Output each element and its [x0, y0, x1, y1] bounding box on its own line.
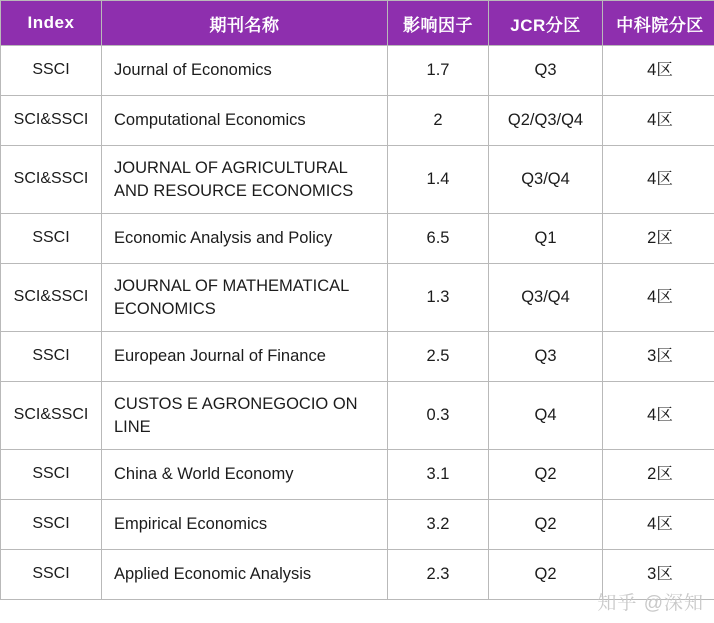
cell-journal-name-text: Applied Economic Analysis [114, 565, 312, 584]
cell-impact-factor [388, 332, 489, 382]
cell-journal-name-text: Journal of Economics [114, 61, 272, 80]
cell-impact-factor [388, 264, 489, 332]
column-header-jcr-quartile: JCR分区 [489, 1, 603, 46]
cell-jcr-quartile-text: Q2 [534, 464, 557, 483]
cell-cas-tier-text: 4区 [647, 110, 673, 129]
cell-impact-factor-text: 2.3 [426, 564, 450, 583]
cell-journal-name [102, 332, 388, 382]
cell-impact-factor-text: 1.4 [426, 169, 450, 188]
cell-cas-tier [603, 382, 714, 450]
cell-journal-name-text: JOURNAL OF AGRICULTURAL AND RESOURCE ECONOMICS [114, 159, 354, 200]
cell-index-text: SCI&SSCI [13, 288, 89, 306]
table-row [1, 332, 714, 382]
cell-index-text: SSCI [32, 61, 70, 79]
cell-cas-tier-text: 3区 [647, 346, 673, 365]
cell-jcr-quartile-text: Q1 [534, 228, 557, 247]
cell-journal-name [102, 96, 388, 146]
table-row [1, 550, 714, 600]
cell-jcr-quartile [489, 500, 603, 550]
table-header-row [1, 1, 714, 46]
cell-index-text: SSCI [32, 229, 70, 247]
cell-cas-tier-text: 4区 [647, 169, 673, 188]
cell-impact-factor-text: 3.2 [426, 514, 450, 533]
cell-index [1, 214, 102, 264]
cell-cas-tier-text: 2区 [647, 228, 673, 247]
cell-journal-name-text: CUSTOS E AGRONEGOCIO ON LINE [114, 395, 358, 436]
cell-jcr-quartile [489, 550, 603, 600]
cell-index [1, 146, 102, 214]
cell-jcr-quartile-text: Q3/Q4 [521, 169, 570, 188]
cell-cas-tier [603, 264, 714, 332]
cell-index [1, 264, 102, 332]
cell-cas-tier [603, 550, 714, 600]
cell-index-text: SSCI [32, 465, 70, 483]
cell-cas-tier-text: 4区 [647, 405, 673, 424]
cell-impact-factor-text: 0.3 [426, 405, 450, 424]
table-body [1, 46, 714, 600]
cell-index [1, 450, 102, 500]
cell-cas-tier-text: 4区 [647, 514, 673, 533]
cell-journal-name-text: European Journal of Finance [114, 347, 326, 366]
cell-cas-tier [603, 500, 714, 550]
cell-cas-tier [603, 46, 714, 96]
cell-impact-factor [388, 146, 489, 214]
cell-index-text: SSCI [32, 347, 70, 365]
cell-jcr-quartile-text: Q4 [534, 405, 557, 424]
cell-cas-tier [603, 450, 714, 500]
cell-journal-name [102, 382, 388, 450]
cell-jcr-quartile [489, 214, 603, 264]
cell-journal-name-text: Computational Economics [114, 111, 306, 130]
cell-impact-factor-text: 2 [433, 110, 443, 129]
cell-jcr-quartile [489, 46, 603, 96]
cell-index-text: SSCI [32, 565, 70, 583]
cell-journal-name [102, 450, 388, 500]
cell-impact-factor [388, 46, 489, 96]
cell-impact-factor-text: 2.5 [426, 346, 450, 365]
cell-journal-name [102, 264, 388, 332]
cell-jcr-quartile-text: Q3 [534, 60, 557, 79]
table-header [1, 1, 714, 46]
cell-cas-tier [603, 214, 714, 264]
cell-index [1, 550, 102, 600]
cell-cas-tier-text: 4区 [647, 287, 673, 306]
cell-index [1, 96, 102, 146]
cell-jcr-quartile-text: Q3 [534, 346, 557, 365]
cell-impact-factor-text: 6.5 [426, 228, 450, 247]
table-row [1, 96, 714, 146]
cell-journal-name-text: Empirical Economics [114, 515, 268, 534]
cell-index-text: SSCI [32, 515, 70, 533]
column-header-impact-factor: 影响因子 [388, 1, 489, 46]
table-row [1, 214, 714, 264]
cell-jcr-quartile-text: Q3/Q4 [521, 287, 570, 306]
table-row [1, 264, 714, 332]
cell-impact-factor-text: 3.1 [426, 464, 450, 483]
cell-cas-tier-text: 2区 [647, 464, 673, 483]
table-row [1, 382, 714, 450]
cell-jcr-quartile-text: Q2 [534, 514, 557, 533]
cell-jcr-quartile [489, 146, 603, 214]
cell-cas-tier [603, 332, 714, 382]
cell-cas-tier [603, 96, 714, 146]
cell-impact-factor [388, 550, 489, 600]
cell-index [1, 382, 102, 450]
cell-journal-name [102, 550, 388, 600]
cell-impact-factor [388, 382, 489, 450]
table-row [1, 500, 714, 550]
cell-index [1, 332, 102, 382]
cell-impact-factor-text: 1.7 [426, 60, 450, 79]
cell-index [1, 500, 102, 550]
cell-journal-name-text: China & World Economy [114, 465, 294, 484]
table-row [1, 146, 714, 214]
cell-index-text: SCI&SSCI [13, 406, 89, 424]
cell-cas-tier [603, 146, 714, 214]
cell-journal-name-text: Economic Analysis and Policy [114, 229, 333, 248]
cell-jcr-quartile [489, 382, 603, 450]
cell-jcr-quartile-text: Q2/Q3/Q4 [507, 110, 584, 129]
cell-impact-factor [388, 500, 489, 550]
cell-cas-tier-text: 4区 [647, 60, 673, 79]
cell-index-text: SCI&SSCI [13, 170, 89, 188]
cell-index-text: SCI&SSCI [13, 111, 89, 129]
cell-index [1, 46, 102, 96]
watermark: 知乎 @深知 [597, 593, 704, 614]
table-row [1, 46, 714, 96]
cell-impact-factor [388, 450, 489, 500]
cell-journal-name [102, 146, 388, 214]
cell-journal-name [102, 500, 388, 550]
cell-cas-tier-text: 3区 [647, 564, 673, 583]
cell-jcr-quartile [489, 450, 603, 500]
cell-jcr-quartile [489, 264, 603, 332]
column-header-journal-name: 期刊名称 [102, 1, 388, 46]
cell-impact-factor [388, 96, 489, 146]
cell-journal-name [102, 214, 388, 264]
cell-impact-factor-text: 1.3 [426, 287, 450, 306]
column-header-index: Index [1, 1, 102, 46]
cell-impact-factor [388, 214, 489, 264]
cell-journal-name-text: JOURNAL OF MATHEMATICAL ECONOMICS [114, 277, 349, 318]
cell-journal-name [102, 46, 388, 96]
column-header-cas-tier: 中科院分区 [603, 1, 714, 46]
cell-jcr-quartile-text: Q2 [534, 564, 557, 583]
table-row [1, 450, 714, 500]
cell-jcr-quartile [489, 96, 603, 146]
cell-jcr-quartile [489, 332, 603, 382]
